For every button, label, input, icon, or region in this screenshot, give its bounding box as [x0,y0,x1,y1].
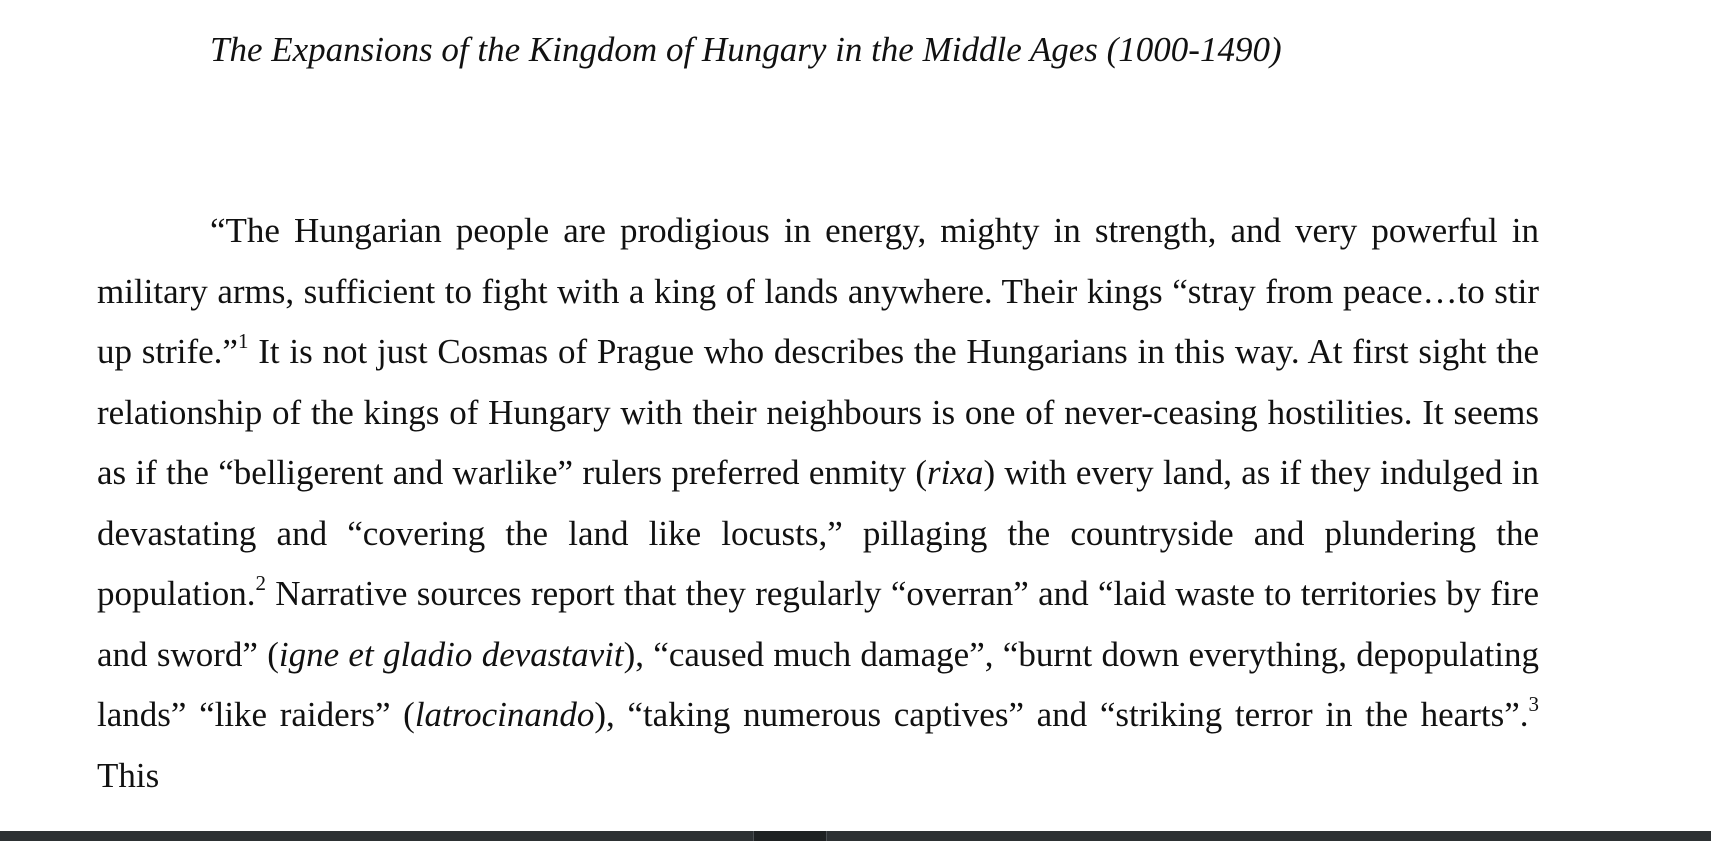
paragraph-text: ), “caused much damage”, “burnt down everything, depopulating lands” “like raiders” ( [97,634,1539,734]
paragraph-text: Narrative sources report that they regularly “overran” and “laid waste to territories by fire and sword” ( [97,574,1539,674]
paragraph-text: ), “taking numerous captives” and “striking terror in the hearts”. [594,695,1529,734]
italic-term: igne et gladio devastavit [278,634,624,674]
footnote-marker[interactable]: 2 [255,571,266,595]
footnote-marker[interactable]: 1 [237,329,249,353]
toolbar-handle[interactable] [753,831,827,841]
paragraph-text: It is not just Cosmas of Prague who describes the Hungarians in this way. At first sight the relationship of the kings of Hungary with their neighbours is one of never-ceasing hostilities. It seems as if the “belligerent and warlike” rulers preferred enmity ( [97,332,1539,492]
footnote-marker[interactable]: 3 [1528,692,1539,716]
italic-term: latrocinando [414,695,595,734]
bottom-toolbar [0,831,1711,841]
paragraph-text: “The Hungarian people are prodigious in energy, mighty in strength, and very powerful in military arms, sufficient to fight with a king of lands anywhere. Their kings “stray from peace…to stir up strife.” [97,211,1539,371]
italic-term: rixa [927,453,984,492]
running-header-title: The Expansions of the Kingdom of Hungary in the Middle Ages (1000-1490) [210,30,1282,69]
body-paragraph [97,201,1539,806]
paragraph-text: This [97,755,160,795]
paragraph-text: ) with every land, as if they indulged in devastating and “covering the land like locusts,” pillaging the countryside and plundering the population. [97,453,1539,613]
